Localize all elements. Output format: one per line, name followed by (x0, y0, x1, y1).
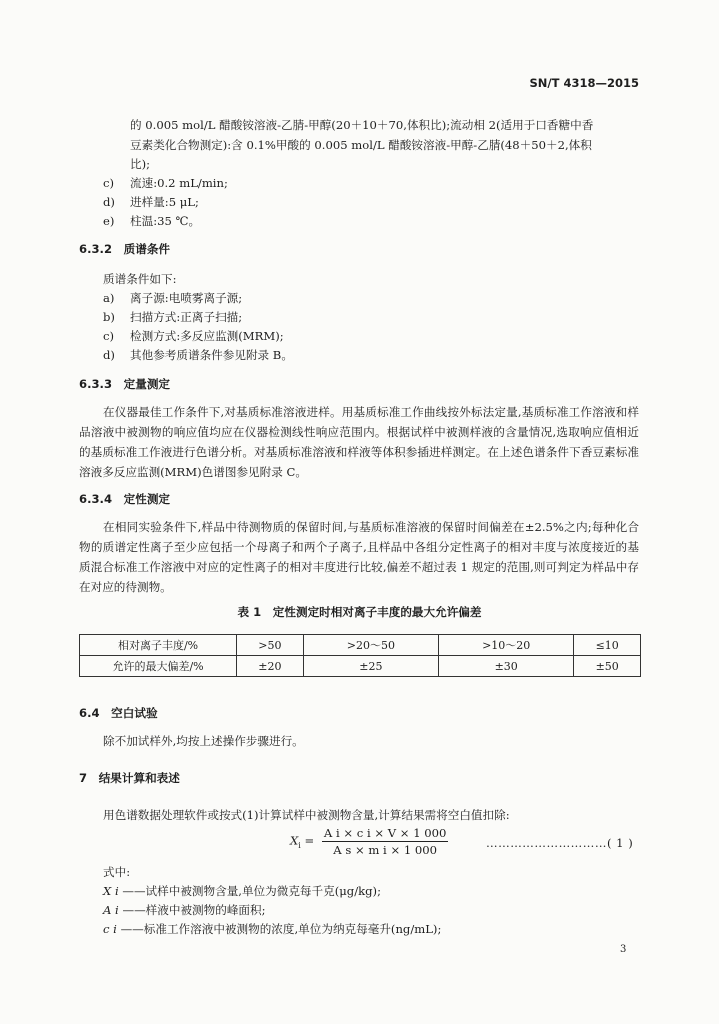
section-title: 定性测定 (123, 492, 171, 506)
item-label: b) (103, 310, 115, 324)
section-title: 定量测定 (123, 377, 171, 391)
table-cell: >50 (237, 635, 304, 656)
definition-item (103, 882, 381, 901)
formula-subscript: i (298, 840, 301, 850)
item-text: 检测方式:多反应监测(MRM); (130, 329, 284, 343)
page-number: 3 (620, 944, 627, 955)
def-text: ——标准工作溶液中被测物的浓度,单位为纳克每毫升(ng/mL); (120, 922, 442, 936)
definition-item (103, 901, 266, 920)
list-item (103, 174, 228, 193)
section-number: 6.3.2 (79, 242, 113, 256)
item-label: d) (103, 348, 115, 362)
table-cell: ±30 (439, 656, 574, 677)
table-cell: ±25 (303, 656, 438, 677)
formula-numerator: A i × c i × V × 1 000 (323, 826, 447, 840)
section-heading-6-3-4 (79, 491, 170, 507)
list-item (103, 212, 200, 231)
table-cell: >10～20 (439, 635, 574, 656)
item-label: a) (103, 291, 115, 305)
item-text: 离子源:电喷雾离子源; (130, 291, 243, 305)
table-cell: >20～50 (303, 635, 438, 656)
list-item (103, 308, 242, 327)
table-row (80, 635, 641, 656)
continued-line-1: 的 0.005 mol/L 醋酸铵溶液-乙腈-甲醇(20＋10＋70,体积比);流动相 2(适用于口香糖中香 (130, 118, 594, 132)
section-number: 6.3.4 (79, 492, 113, 506)
item-text: 扫描方式:正离子扫描; (130, 310, 243, 324)
item-text: 流速:0.2 mL/min; (130, 176, 228, 190)
blank-test-text: 除不加试样外,均按上述操作步骤进行。 (103, 734, 304, 748)
section-heading-7 (79, 770, 180, 786)
formula-1 (290, 826, 448, 857)
where-label: 式中: (103, 865, 131, 879)
formula-fraction (322, 826, 448, 857)
item-text: 其他参考质谱条件参见附录 B。 (130, 348, 293, 362)
formula-leader (486, 836, 633, 850)
section-title: 质谱条件 (123, 242, 171, 256)
qual-paragraph: 在相同实验条件下,样品中待测物质的保留时间,与基质标准溶液的保留时间偏差在±2.5%之内;每种化合物的质谱定性离子至少应包括一个母离子和两个子离子,且样品中各组分定性离子的相对丰度与浓度接近的基质混合标准工作溶液中对应的定性离子的相对丰度进行比较,偏差不超过表 1 规定的范围,则可判定为样品中存在对应的待测物。 (79, 520, 639, 594)
equation-number: ( 1 ) (606, 836, 634, 850)
table-row (80, 656, 641, 677)
def-text: ——试样中被测物含量,单位为微克每千克(μg/kg); (122, 884, 381, 898)
continued-line-3: 比); (130, 157, 151, 171)
formula-equals: = (304, 833, 315, 848)
standard-number: SN/T 4318—2015 (529, 76, 639, 90)
formula-lhs: X (290, 833, 299, 848)
def-symbol: A i (103, 903, 119, 917)
item-text: 柱温:35 ℃。 (130, 214, 201, 228)
list-item (103, 327, 284, 346)
table-cell: 允许的最大偏差/% (80, 656, 237, 677)
table-cell: ≤10 (574, 635, 641, 656)
item-label: c) (103, 176, 115, 190)
section-number: 7 (79, 771, 88, 785)
def-symbol: c i (103, 922, 117, 936)
section-number: 6.3.3 (79, 377, 113, 391)
def-symbol: X i (103, 884, 119, 898)
list-item (103, 289, 242, 308)
table-caption: 表 1 定性测定时相对离子丰度的最大允许偏差 (237, 605, 482, 619)
continued-line-2: 豆素类化合物测定):含 0.1%甲酸的 0.005 mol/L 醋酸铵溶液-甲醇-乙腈(48＋50＋2,体积 (130, 138, 592, 152)
calc-intro: 用色谱数据处理软件或按式(1)计算试样中被测物含量,计算结果需将空白值扣除: (103, 808, 510, 822)
formula-denominator: A s × m i × 1 000 (333, 843, 438, 857)
table-cell: ±50 (574, 656, 641, 677)
tolerance-table (79, 634, 641, 677)
section-heading-6-4 (79, 705, 158, 721)
list-item (103, 193, 199, 212)
item-label: e) (103, 214, 115, 228)
section-heading-6-3-2 (79, 241, 170, 257)
list-item (103, 346, 293, 365)
section-number: 6.4 (79, 706, 100, 720)
item-text: 进样量:5 μL; (130, 195, 199, 209)
table-cell: ±20 (237, 656, 304, 677)
definition-item (103, 920, 441, 939)
leader-dots: ………………………… (486, 836, 607, 850)
item-label: d) (103, 195, 115, 209)
item-label: c) (103, 329, 115, 343)
def-text: ——样液中被测物的峰面积; (122, 903, 266, 917)
table-cell: 相对离子丰度/% (80, 635, 237, 656)
section-title: 结果计算和表述 (98, 771, 180, 785)
section-heading-6-3-3 (79, 376, 170, 392)
section-title: 空白试验 (111, 706, 158, 720)
quant-paragraph: 在仪器最佳工作条件下,对基质标准溶液进样。用基质标准工作曲线按外标法定量,基质标准工作溶液和样品溶液中被测物的响应值均应在仪器检测线性响应范围内。根据试样中被测样液的含量情况,选取响应值相近的基质标准工作液进行色谱分析。对基质标准溶液和样液等体积参插进样测定。在上述色谱条件下香豆素标准溶液多反应监测(MRM)色谱图参见附录 C。 (79, 405, 639, 479)
ms-intro: 质谱条件如下: (103, 272, 177, 286)
